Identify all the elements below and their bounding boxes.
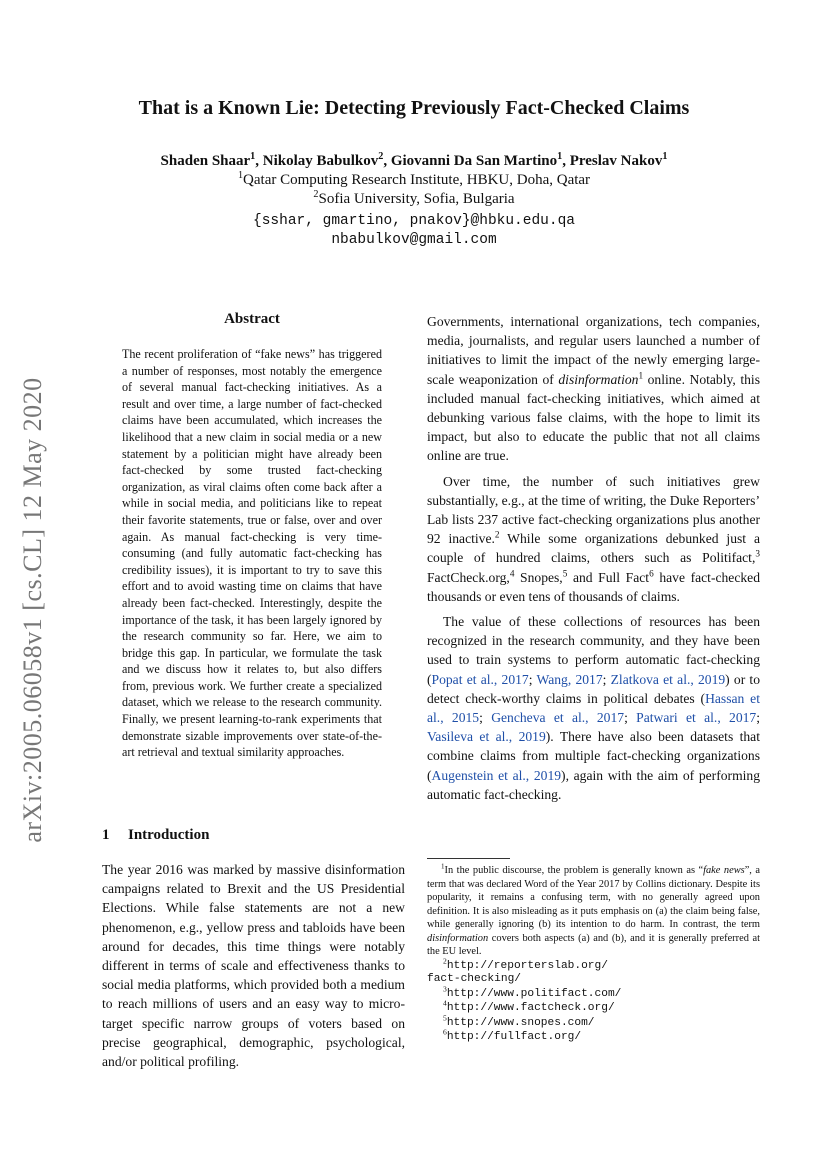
section-title: Introduction [128,827,210,843]
citation-link[interactable]: Hassan et al., 2015 [427,690,760,726]
abstract-heading: Abstract [224,311,280,327]
section-number: 1 [102,827,110,843]
footnote-mark[interactable]: 2 [494,529,500,540]
text-run: have fact-checked thousands or even tens of thousands of claims. [427,569,760,604]
footnote-rule [427,858,510,859]
emphasis-text: disinformation [558,371,639,387]
footnote-url[interactable]: http://fullfact.org/ [446,1031,582,1043]
footnote-number: 3 [443,983,447,993]
citation-link[interactable]: Wang, 2017 [536,671,603,687]
author-name: Shaden Shaar [160,153,251,169]
footnote-number: 6 [443,1027,447,1037]
separator: ; [756,710,760,726]
arxiv-identifier: arXiv:2005.06058v1 [cs.CL] 12 May 2020 [18,377,47,843]
affiliation-text: Sofia University, Sofia, Bulgaria [318,191,515,207]
author-name: Giovanni Da San Martino [390,153,558,169]
text-run: Over time, the number of such initiatives grew substantially, e.g., at the time of writing, the Duke Reporters’ Lab lists 237 active fact-checking organizations plus another 92 inactive. [427,473,760,547]
citation-link[interactable]: Augenstein et al., 2019 [431,767,562,783]
text-run: and Full Fact [567,569,650,585]
text-run: The value of these collections of resources has been recognized in the research community, and they have been used to train systems to perform automatic fact-checking ( [427,614,760,687]
footnote-2 [427,955,760,974]
abstract-text: The recent proliferation of “fake news” has triggered a number of responses, most notably the emergence of several manual fact-checking initiatives. As a result and over time, a large number of fact-checked claims have been accumulated, which increases the likelihood that a new claim in social media or a new statement by a politician might have already been fact-checked by some trusted fact-checking organization, as viral claims often come back after a while in social media, and politicians like to repeat their favorite statements, true or false, over and over again. As manual fact-checking is very time-consuming (and fully automatic fact-checking has credibility issues), it is important to try to save this effort and to avoid wasting time on claims that have already been fact-checked. Interestingly, despite the importance of the task, it has been largely ignored by the research community so far. Here, we aim to bridge this gap. In particular, we formulate the task and we discuss how it relates to, but also differs from, previous work. We further create a specialized dataset, which we release to the research community. Finally, we present learning-to-rank experiments that demonstrate sizable improvements over state-of-the-art retrieval and textual similarity approaches. [122,347,382,760]
footnote-mark[interactable]: 1 [638,370,644,381]
separator: ; [624,710,637,726]
text-run: Snopes, [514,569,563,585]
footnote-number: 1 [441,862,445,871]
email-block [60,212,768,250]
citation-link[interactable]: Vasileva et al., 2019 [427,729,546,745]
citation-link[interactable]: Gencheva et al., 2017 [491,710,625,726]
author-separator: , [255,153,263,169]
footnote-mark[interactable]: 5 [562,568,568,579]
author-affiliation-mark: 1 [250,151,256,162]
arxiv-sidebar [8,360,58,860]
footnote-1 [427,864,760,959]
emphasis-text: fake news [703,865,745,876]
footnote-mark[interactable]: 6 [649,568,654,579]
text-run: While some organizations debunked just a couple of hundred claims, others such as Politifact, [427,531,760,566]
email-line: nbabulkov@gmail.com [331,232,497,248]
footnote-url[interactable]: http://www.snopes.com/ [446,1016,595,1029]
author-separator: , [383,153,391,169]
author-separator: , [562,153,570,169]
section-heading [102,827,209,844]
body-paragraph [427,312,760,466]
separator: ; [528,671,537,687]
text-run: ) or to detect check-worthy claims in political debates ( [427,671,761,706]
footnote-3 [427,983,760,1002]
emphasis-text: disinformation [427,932,489,944]
affiliation-1 [60,171,768,190]
body-paragraph [427,612,760,804]
footnote-number: 5 [443,1012,447,1022]
text-run: ). There have also been datasets that combine claims from multiple fact-checking organizations ( [427,729,760,783]
affiliation-mark: 2 [313,189,319,200]
body-paragraph [427,472,760,606]
paper-title: That is a Known Lie: Detecting Previously Fact-Checked Claims [138,97,690,119]
affiliation-text: Qatar Computing Research Institute, HBKU, Doha, Qatar [243,172,591,188]
author-affiliation-mark: 1 [557,151,563,162]
affiliation-mark: 1 [237,170,244,181]
footnote-url[interactable]: http://www.politifact.com/ [446,987,622,1000]
text-run: ), again with the aim of performing automatic fact-checking. [427,767,761,802]
author-affiliation-mark: 1 [662,151,668,162]
footnote-4 [427,998,760,1016]
citation-link[interactable]: Patwari et al., 2017 [636,710,757,726]
text-run: ”, a term that was declared Word of the Year 2017 by Collins dictionary. Despite its popularity, it remains a confusing term, with no generally agreed upon definition. It is also misleading as it puts emphasis on (a) the claim being false, while generally ignoring (b) its intention to do harm. In contrast, the term [427,865,761,930]
email-line: {sshar, gmartino, pnakov}@hbku.edu.qa [253,213,575,229]
footnote-url[interactable]: http://www.factcheck.org/ [446,1002,615,1014]
text-run: FactCheck.org, [427,569,510,585]
author-block [60,152,768,209]
footnote-number: 4 [443,998,447,1008]
footnote-5 [427,1012,760,1031]
footnote-mark[interactable]: 4 [509,568,515,579]
author-name: Preslav Nakov [569,153,663,169]
author-affiliation-mark: 2 [378,151,384,162]
separator: ; [479,710,492,726]
separator: ; [602,671,611,687]
text-run: covers both aspects (a) and (b), and it is generally preferred at the EU level. [427,932,760,957]
text-run: online. Notably, this included manual fact-checking initiatives, which aimed at debunking various false claims, with the hope to limit its impact, but also to educate the public that not all claims online are true. [427,371,760,464]
intro-paragraph: The year 2016 was marked by massive disinformation campaigns related to Brexit and the US Presidential Elections. While false statements are not a new phenomenon, e.g., yellow press and tabloids have been around for decades, this time things were notably different in terms of scale and effectiveness thanks to social media platforms, which provided both a medium to reach millions of users and an easy way to micro-target specific narrow groups of voters based on precise geographical, demographic, psychological, and/or political profiling. [102,862,405,1070]
right-column [427,312,760,804]
footnote-mark[interactable]: 3 [755,548,760,559]
footnotes [427,864,760,1045]
author-names [60,152,768,171]
text-run: Governments, international organizations, tech companies, media, journalists, and regular users launched a number of initiatives to limit the impact of the newly emerging large-scale weaponization of [427,314,760,387]
author-name: Nikolay Babulkov [262,153,379,169]
text-run: In the public discourse, the problem is generally known as “ [444,865,704,876]
affiliation-2 [60,190,768,209]
footnote-url[interactable]: http://reporterslab.org/ [446,959,608,972]
footnote-url-continued[interactable]: fact-checking/ [427,973,521,985]
footnote-number: 2 [443,955,447,965]
footnote-6 [427,1027,760,1045]
citation-link[interactable]: Popat et al., 2017 [431,671,529,687]
citation-link[interactable]: Zlatkova et al., 2019 [610,671,726,687]
